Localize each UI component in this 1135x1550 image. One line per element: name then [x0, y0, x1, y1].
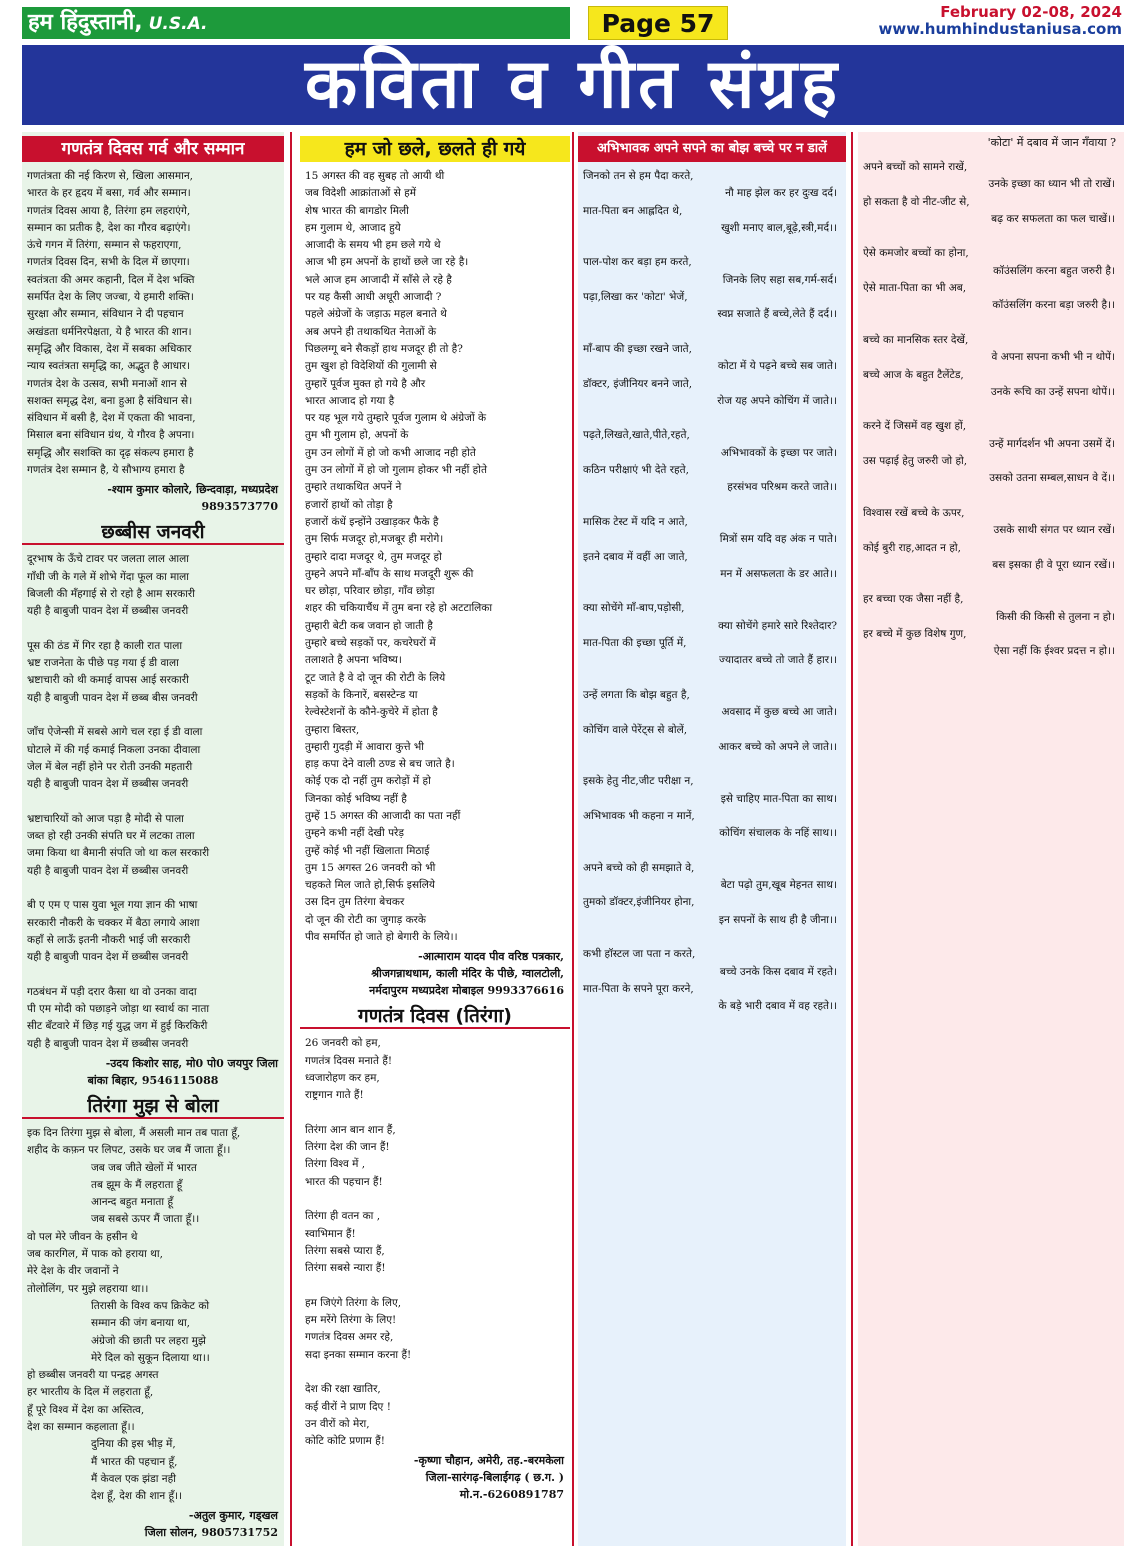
poem-line: हरसंभव परिश्रम करते जाते।। [727, 481, 837, 494]
poem-line: तिरंगा देश की जान हैं! [305, 1141, 390, 1154]
poem-line: सुरक्षा और सम्मान, संविधान ने दी पहचान [27, 308, 184, 321]
poem-line: यही है बाबुजी पावन देश में छब्बीस जनवरी [27, 864, 189, 877]
poem-line: देश का सम्मान कहलाता हूँ।। [27, 1421, 135, 1433]
poem-line: संविधान में बसी है, देश में एकता की भावना, [27, 412, 196, 425]
author-phone: मो.न.-6260891787 [459, 1488, 564, 1502]
poem-line: ध्वजारोहण कर हम, [305, 1071, 380, 1084]
stanza-gap [863, 488, 1119, 505]
poem-line: हजारों कंधें इन्होंने उखाड़कर फैके है [305, 515, 439, 528]
poem-line: ऊंचे गगन में तिरंगा, सम्मान से फहराएगा, [27, 239, 182, 252]
poem-line: चहकते मिल जाते हो,सिर्फ इसलिये [305, 879, 435, 892]
poem-line: मिसाल बना संविधान ग्रंथ, ये गौरव है अपना। [27, 429, 195, 442]
poem-line: भारत आजाद हो गया है [305, 394, 395, 407]
poem-line: देश हूँ, देश की शान हूँ।। [91, 1490, 183, 1503]
author-address: जिला-सारंगढ़-बिलाईगढ़ ( छ.ग. ) [425, 1471, 564, 1485]
poem-line: जाँच ऐजेन्सी में सबसे आगे चल रहा ई डी वाला [27, 726, 203, 739]
author-name: -श्याम कुमार कोलारे, छिन्दवाड़ा, मध्यप्रदेश [107, 483, 278, 497]
poem-line: दो जून की रोटी का जुगाड़ करके [305, 913, 426, 926]
poem-line: अंग्रेजो की छाती पर लहरा मुझे [91, 1334, 206, 1347]
poem-line: गणतंत्र दिवस मनाते हैं! [305, 1054, 393, 1067]
poem-line: सदा इनका सम्मान करना हैं! [305, 1348, 412, 1361]
poem-line: तुम्हारी बेटी कब जवान हो जाती है [305, 619, 433, 632]
poem-line: तिरंगा विश्व में , [305, 1158, 366, 1171]
poem-line: तिरंगा ही वतन का , [305, 1210, 381, 1223]
poem-line: बस इसका ही वे पूरा ध्यान रखें।। [992, 558, 1115, 571]
poem-line: हम गुलाम थे, आजाद हुये [305, 221, 401, 234]
poem-line: तुम उन लोगों में हो जो कभी आजाद नही होते [305, 446, 476, 459]
poem-line: तिरासी के विश्व कप क्रिकेट को [91, 1299, 210, 1312]
poem-line: जब कारगिल, में पाक को हराया था, [27, 1248, 163, 1261]
poem-line: दुनिया की इस भीड़ में, [91, 1438, 176, 1451]
author-name: -आत्माराम यादव पीव वरिष्ठ पत्रकार, [418, 950, 564, 964]
poem-line: मात-पिता के सपने पूरा करने, [583, 982, 694, 995]
poem-body [300, 1033, 570, 1452]
stanza-gap [27, 621, 279, 638]
poem-line: तुम सिर्फ मजदूर हो,मजबूर ही मरोगे। [305, 533, 444, 546]
poem-line: ऐसा नहीं कि ईश्वर प्रदत्त न हो।। [993, 645, 1115, 658]
poem-line: जब्त हो रही उनकी संपति घर में लटका ताला [27, 830, 195, 843]
poem-line: शहर की चकियाचैंध में तुम बना रहे हो अटटालिका [305, 602, 493, 615]
author-phone: 9893573770 [201, 500, 278, 514]
poem-line: पहले अंग्रेजों के जड़ाऊ महल बनाते थे [305, 308, 447, 321]
poem-line: स्वाभिमान हैं! [305, 1227, 356, 1240]
poem-line: तुम्हारा बिस्तर, [305, 723, 360, 736]
poem-line: इसके हेतु नीट,जीट परीक्षा न, [583, 775, 694, 788]
poem-line: पिछलग्गू बने सैकड़ों हाथ मजदूर ही तो है? [305, 342, 463, 355]
poem-line: बी ए एम ए पास युवा भूल गया ज्ञान की भाषा [27, 899, 198, 912]
masthead [22, 4, 1122, 40]
stanza-gap [305, 1278, 565, 1295]
poem-title: अभिभावक अपने सपने का बोझ बच्चे पर न डालें [578, 136, 846, 162]
poem-title: हम जो छले, छलते ही गये [300, 136, 570, 162]
poem-line: पढ़ते,लिखते,खाते,पीते,रहते, [583, 429, 690, 442]
column-2 [300, 132, 570, 1546]
poem-line: तुम्हें 15 अगस्त की आजादी का पता नहीं [305, 809, 461, 822]
stanza-gap [583, 497, 841, 514]
poem-line: तोलोलिंग, पर मुझे लहराया था।। [27, 1282, 149, 1295]
poem-line: इसे चाहिए मात-पिता का साथ। [720, 792, 837, 805]
poem-line: तब झूम के मैं लहराता हूँ [91, 1178, 183, 1191]
website-link[interactable]: www.humhindustaniusa.com [878, 20, 1122, 38]
poem-line: तिरंगा सबसे न्यारा हैं! [305, 1262, 386, 1275]
poem-line: अवसाद में कुछ बच्चे आ जाते। [721, 706, 837, 719]
poem-line: जिनका कोई भविष्य नहीं है [305, 792, 407, 805]
poem-line: पर यह भूल गये तुम्हारे पूर्वज गुलाम थे अंग्रेजों के [305, 412, 487, 425]
poem-line: न्याय स्वतंत्रता समृद्धि का, अद्भुत है आधार। [27, 360, 191, 373]
poem-line: हजारों हाथों को तोड़ा है [305, 498, 393, 511]
poem-line: भ्रष्ट राजनेता के पीछे पड़ गया ई डी वाला [27, 657, 179, 670]
poem-line: यही है बाबुजी पावन देश में छब्बीस जनवरी [27, 1037, 189, 1050]
stanza-gap [863, 401, 1119, 418]
issue-date: February 02-08, 2024 [940, 3, 1122, 21]
poem-line: उन्हें लगता कि बोझ बहुत है, [583, 688, 690, 701]
page-number: Page 57 [588, 6, 728, 40]
author-name: -अतुल कुमार, गड्खल [188, 1509, 278, 1523]
poem-line: बच्चे उनके किस दबाव में रहते। [719, 965, 837, 978]
poem-line: बच्चे आज के बहुत टैलेंटेड, [863, 368, 964, 381]
poem-line: तुम खुश हो विदेशियों की गुलामी से [305, 360, 437, 373]
poem-line: अपने बच्चों को सामने राखें, [863, 161, 968, 173]
poem-line: शेष भारत की बागडोर मिली [305, 204, 409, 217]
poem-line: जब सबसे ऊपर मैं जाता हूँ।। [91, 1213, 200, 1226]
column-1 [22, 132, 284, 1546]
poem-line: डॉक्टर, इंजीनियर बनने जाते, [583, 377, 693, 390]
publication-country: U.S.A. [148, 14, 208, 34]
poem-line: जेल में बेल नहीं होने पर रोती उनकी महतारी [27, 760, 193, 773]
poem-line: गणतंत्र दिवस दिन, सभी के दिल में छाएगा। [27, 256, 190, 269]
poem-line: गणतंत्र देश सम्मान है, ये सौभाग्य हमारा है [27, 464, 185, 477]
poem-line: कॉउंसलिंग करना बड़ा जरुरी है।। [992, 299, 1115, 312]
poem-line: आज भी हम अपनों के हाथों छले जा रहे है। [305, 256, 469, 269]
stanza-gap [583, 324, 841, 341]
poem-line: मात-पिता बन आह्लदित थे, [583, 204, 683, 217]
poem-line: कॉउंसलिंग करना बहुत जरुरी है। [993, 264, 1115, 277]
poem-line: रोज यह अपने कोचिंग में जाते।। [717, 394, 837, 407]
poem-line: तुम्हने कभी नहीं देखी परेड़ [305, 827, 404, 840]
stanza-gap [583, 843, 841, 860]
poem-line: आनन्द बहुत मनाता हूँ [91, 1196, 174, 1209]
poem-line: इतने दबाव में वहीं आ जाते, [583, 550, 688, 563]
stanza-gap [863, 315, 1119, 332]
poem-line: यही है बाबुजी पावन देश में छब्ब बीस जनवरी [27, 691, 198, 704]
poem-line: उस पढ़ाई हेतु जरुरी जो हो, [863, 455, 968, 468]
poem-line: कोई बुरी राह,आदत न हो, [863, 541, 961, 554]
stanza-gap [27, 966, 279, 983]
poem-line: हर बच्चा एक जैसा नहीं है, [863, 593, 964, 606]
poem-body [858, 157, 1124, 663]
stanza-gap [305, 1191, 565, 1208]
author-name: -उदय किशोर साह, मो0 पो0 जयपुर जिला [105, 1056, 278, 1070]
section-banner: कविता व गीत संग्रह [22, 45, 1124, 125]
poem-line: कोचिंग वाले पेरेंट्स से बोलें, [583, 723, 688, 736]
poem-line: अभिभावक भी कहना न मानें, [583, 809, 695, 822]
stanza-gap [27, 794, 279, 811]
poem-line: उस दिन तुम तिरंगा बेचकर [305, 896, 405, 909]
poem-line: तुम्हने अपने माँ-बाँप के साथ मजदूरी शुरू की [305, 567, 474, 580]
poem-line: खुशी मनाए बाल,बूढ़े,स्त्री,मर्द।। [721, 221, 837, 234]
poem-line: भ्रष्टाचारी को थी कमाई वापस आई सरकारी [27, 674, 189, 687]
poem-line: मैं केवल एक झंडा नही [91, 1472, 176, 1485]
poem-line: ज्यादातर बच्चे तो जाते हैं हार।। [718, 654, 837, 667]
poem-line: आजादी के समय भी हम छले गये थे [305, 239, 441, 252]
poem-line: अपने बच्चे को ही समझाते वे, [583, 861, 695, 874]
poem-line: मित्रों सम यदि वह अंक न पाते। [719, 533, 837, 546]
poem-line: तुम्हारी गुदड़ी में आवारा कुत्ते भी [305, 740, 424, 753]
poem-line: उसके साथी संगत पर ध्यान रखें। [993, 524, 1115, 537]
poem-line: कठिन परीक्षाएं भी देते रहते, [583, 464, 689, 477]
poem-line: गणतंत्र देश के उत्सव, सभी मनाओं शान से [27, 377, 187, 390]
poem-line: अभिभावकों के इच्छा पर जाते। [720, 446, 837, 459]
poem-title: तिरंगा मुझ से बोला [22, 1093, 284, 1119]
poem-line: देश की रक्षा खातिर, [305, 1383, 381, 1396]
poem-line: क्या सोचेंगे माँ-बाप,पड़ोसी, [583, 602, 685, 615]
poem-line: हाड़ कपा देने वाली ठण्ड से बच जाते है। [305, 758, 455, 771]
poem-line: स्वतंत्रता की अमर कहानी, दिल में देश भक्ति [27, 273, 195, 286]
poem-line: माँ-बाप की इच्छा रखने जाते, [583, 342, 693, 355]
poem-line: उसको उतना सम्बल,साधन वे दें।। [989, 472, 1115, 485]
poem-line: किसी की किसी से तुलना न हो। [996, 610, 1115, 623]
poem-line: पढ़ा,लिखा कर 'कोटा' भेजें, [583, 291, 688, 304]
stanza-gap [583, 929, 841, 946]
stanza-gap [27, 707, 279, 724]
author-phone: नर्मदापुरम मध्यप्रदेश मोबाइल 9993376616 [369, 984, 564, 998]
poem-line: 26 जनवरी को हम, [305, 1037, 381, 1050]
poem-line: कोचिंग संचालक के नहिं साथ।। [719, 827, 837, 840]
poem-title: गणतंत्र दिवस (तिरंगा) [300, 1003, 570, 1029]
poem-line: स्वप्न सजाते हैं बच्चे,लेते हैं दर्द।। [717, 308, 837, 321]
poem-line: क्या सोचेंगे हमारे सारे रिश्तेदार? [718, 619, 837, 632]
issue-info [878, 4, 1122, 38]
stanza-gap [583, 756, 841, 773]
poem-line: हो छब्बीस जनवरी या पन्द्रह अगस्त [27, 1369, 159, 1382]
column-4 [858, 132, 1124, 1546]
poem-line: गणतंत्र दिवस आया है, तिरंगा हम लहराएंगे, [27, 204, 191, 217]
poem-line: हो सकता है वो नीट-जीट से, [863, 195, 970, 208]
poem-body [578, 166, 846, 1018]
poem-line: यही है बाबुजी पावन देश में छब्बीस जनवरी [27, 951, 189, 964]
poem-line: हूँ पूरे विश्व में देश का अस्तित्व, [27, 1403, 145, 1416]
poem-line: टूट जाते है वे दो जून की रोटी के लिये [305, 671, 446, 684]
poem-line: बेटा पढ़ो तुम,खूब मेहनत साथ। [720, 879, 837, 892]
poem-line: नौ माह झेल कर हर दुःख दर्द। [725, 187, 837, 200]
poem-line: भले आज हम आजादी में साँसे ले रहे है [305, 273, 452, 286]
stanza-gap [863, 228, 1119, 245]
author-address: श्रीजगन्नाथधाम, काली मंदिर के पीछे, ग्वालटोली, [371, 967, 564, 981]
poem-line: तिरंगा आन बान शान हैं, [305, 1123, 396, 1136]
poem-line: सशक्त समृद्ध देश, बना हुआ है संविधान से। [27, 394, 193, 407]
poem-line: भ्रष्टाचारियों को आज पड़ा है मोदी से पाला [27, 812, 184, 825]
poem-line: मात-पिता की इच्छा पूर्ति में, [583, 637, 687, 650]
poem-line: बिजली की मँहगाई से रो रहो है आम सरकारी [27, 587, 195, 600]
poem-line: राष्ट्रगान गाते हैं! [305, 1089, 364, 1102]
stanza-gap [305, 1105, 565, 1122]
poem-line: वे अपना सपना कभी भी न थोपें। [991, 351, 1115, 364]
poem-line: तलाशते है अपना भविष्य। [305, 654, 402, 667]
poem-line: जमा किया था बैमानी संपति जो था कल सरकारी [27, 847, 210, 860]
continued-line: 'कोटा' में दबाव में जान गँवाया ? [987, 136, 1116, 149]
poem-line: 15 अगस्त की वह सुबह तो आयी थी [305, 170, 445, 182]
poem-line: कहाँ से लाऊँ इतनी नौकरी भाई जी सरकारी [27, 933, 191, 946]
poem-line: पाल-पोश कर बड़ा हम करते, [583, 256, 692, 269]
stanza-gap [305, 1364, 565, 1381]
poem-line: इन सपनों के साथ ही है जीना।। [718, 913, 837, 926]
poem-line: आकर बच्चे को अपने ले जाते।। [718, 740, 837, 753]
poem-line: पर यह कैसी आधी अधूरी आजादी ? [305, 291, 442, 304]
publication-title: हम हिंदुस्तानी, [28, 10, 143, 35]
poem-line: बच्चे का मानसिक स्तर देखें, [863, 333, 969, 346]
poem-line: करने दें जिसमें वह खुश हों, [863, 420, 967, 433]
poem-line: तुम्हारे तथाकथित अपनें ने [305, 481, 402, 494]
poem-line: पूस की ठंड में गिर रहा है काली रात पाला [27, 639, 183, 652]
poem-line: इक दिन तिरंगा मुझ से बोला, मैं असली मान तब पाता हूँ, [27, 1126, 241, 1139]
poem-line: ऐसे माता-पिता का भी अब, [863, 282, 967, 295]
poem-line: हम मरेंगे तिरंगा के लिए! [305, 1314, 397, 1327]
column-divider [572, 132, 574, 1546]
poem-line: तुम्हारे बच्चे सड़कों पर, कचरेघरों में [305, 637, 436, 650]
poem-line: मन में असफलता के डर आते।। [720, 567, 837, 580]
poem-line: अखंडता धर्मनिरपेक्षता, ये है भारत की शान। [27, 325, 192, 338]
poem-line: मेरे देश के वीर जवानों ने [27, 1265, 119, 1278]
author-name: -कृष्णा चौहान, अमेरी, तह.-बरमकेला [413, 1454, 564, 1468]
poem-line: गठबंधन में पड़ी दरार कैसा था वो उनका वादा [27, 985, 197, 998]
poem-line: मैं भारत की पहचान हूँ, [91, 1455, 178, 1468]
poem-line: गाँधी जी के गले में शोभे गेंदा फूल का माला [27, 570, 190, 583]
stanza-gap [583, 670, 841, 687]
poem-line: तुम भी गुलाम हो, अपनों के [305, 429, 409, 442]
poem-line: उनके रूचि का उन्हें सपना थोपें।। [990, 385, 1115, 398]
poem-line: सीट बँटवारे में छिड़ गई युद्ध जग में हुई किरकिरी [27, 1020, 208, 1033]
stanza-gap [583, 237, 841, 254]
poem-body [22, 166, 284, 481]
poem-line: कोटा में ये पढ़ने बच्चे सब जाते। [717, 360, 837, 373]
poem-line: वो पल मेरे जीवन के हसीन थे [27, 1230, 138, 1243]
poem-line: विश्वास रखें बच्चे के ऊपर, [863, 506, 965, 519]
poem-line: अब अपने ही तथाकथित नेताओं के [305, 325, 437, 338]
poem-line: तुम्हारें पूर्वज मुक्त हो गये है और [305, 377, 426, 390]
poem-title: गणतंत्र दिवस गर्व और सम्मान [22, 136, 284, 162]
poem-line: कोई एक दो नहीं तुम करोड़ों में हो [305, 775, 431, 788]
poem-line: समृद्धि और विकास, देश में सबका अधिकार [27, 342, 192, 355]
poem-body [22, 1123, 284, 1508]
poem-line: यही है बाबुजी पावन देश में छब्बीस जनवरी [27, 778, 189, 791]
poem-line: भारत के हर हृदय में बसा, गर्व और सम्मान। [27, 187, 191, 200]
poem-line: उन वीरों को मेरा, [305, 1417, 370, 1430]
stanza-gap [583, 583, 841, 600]
poem-line: जिनके लिए सहा सब,गर्म-सर्द। [722, 273, 837, 286]
poem-line: मासिक टेस्ट में यदि न आते, [583, 515, 688, 528]
poem-line: सम्मान की जंग बनाया था, [91, 1317, 191, 1330]
poem-line: पीव समर्पित हो जाते हो बेगारी के लिये।। [305, 931, 458, 944]
poem-line: तुम 15 अगस्त 26 जनवरी को भी [305, 861, 436, 874]
poem-line: तुम उन लोगों में हो जो गुलाम होकर भी नहीं होते [305, 464, 487, 477]
poem-line: कभी हॉस्टल जा पता न करते, [583, 948, 696, 961]
author-address: बांका बिहार, 9546115088 [87, 1073, 219, 1087]
poem-line: तुम्हें कोई भी नहीं खिलाता मिठाई [305, 844, 430, 857]
poem-line: जिनको तन से हम पैदा करते, [583, 170, 694, 182]
poem-line: कई वीरों ने प्राण दिए ! [305, 1400, 391, 1413]
poem-line: सरकारी नौकरी के चक्कर में बैठा लगाये आशा [27, 916, 200, 929]
poem-line: तिरंगा सबसे प्यारा हैं, [305, 1244, 385, 1257]
poem-line: हम जिएंगे तिरंगा के लिए, [305, 1296, 402, 1309]
poem-line: गणतंत्रता की नई किरण से, खिला आसमान, [27, 170, 194, 182]
author-address: जिला सोलन, 9805731752 [144, 1526, 278, 1540]
column-divider [851, 132, 853, 1546]
stanza-gap [27, 880, 279, 897]
poem-line: मेरे दिल को सुकून दिलाया था।। [91, 1351, 210, 1364]
poem-body [300, 166, 570, 948]
poem-line: समृद्धि और सशक्ति का दृढ़ संकल्प हमारा है [27, 446, 194, 459]
stanza-gap [863, 574, 1119, 591]
poem-line: भारत की पहचान हैं! [305, 1175, 383, 1188]
poem-line: उन्हें मार्गदर्शन भी अपना उसमें दें। [989, 437, 1115, 450]
poem-line: तुम्हारे दादा मजदूर थे, तुम मजदूर हो [305, 550, 442, 563]
poem-body [22, 549, 284, 1055]
poem-line: घोटाले में की गई कमाई निकला उनका दीवाला [27, 743, 201, 756]
stanza-gap [583, 410, 841, 427]
poem-line: ऐसे कमजोर बच्चों का होना, [863, 247, 969, 260]
poem-line: पी एम मोदी को पछाड़ने जोड़ा था स्वार्थ का नाता [27, 1003, 210, 1016]
poem-line: बढ़ कर सफलता का फल चाखें।। [991, 212, 1115, 225]
poem-line: शहीद के कफ़न पर लिपट, उसके घर जब मैं जाता हूँ।। [27, 1144, 231, 1157]
column-divider [290, 132, 292, 1546]
poem-line: रेल्वेस्टेशनों के कौने-कुचेरे में होता है [305, 706, 438, 719]
poem-line: दूरभाष के ऊँचे टावर पर जलता लाल आला [27, 553, 189, 566]
poem-line: हर बच्चे में कुछ विशेष गुण, [863, 628, 967, 641]
poem-line: घर छोड़ा, परिवार छोड़ा, गाँव छोड़ा [305, 585, 435, 598]
poem-line: समर्पित देश के लिए जज्बा, ये हमारी शक्ति। [27, 291, 194, 304]
poem-line: उनके इच्छा का ध्यान भी तो राखें। [988, 178, 1115, 191]
column-3 [578, 132, 846, 1546]
poem-line: जब विदेशी आक्रांताओं से हमें [305, 187, 417, 200]
poem-line: सम्मान का प्रतीक है, देश का गौरव बढ़ाएंगे। [27, 221, 191, 234]
poem-line: के बड़े भारी दबाव में वह रहते।। [718, 1000, 837, 1013]
poem-line: तुमको डॉक्टर,इंजीनियर होना, [583, 896, 695, 909]
poem-line: जब जब जीते खेलों में भारत [91, 1161, 197, 1174]
poem-title: छब्बीस जनवरी [22, 519, 284, 545]
poem-line: कोटि कोटि प्रणाम हैं! [305, 1435, 385, 1448]
publication-name [22, 7, 570, 39]
poem-line: गणतंत्र दिवस अमर रहे, [305, 1331, 394, 1344]
poem-line: सड़कों के किनारें, बसस्टेन्ड या [305, 688, 418, 701]
poem-line: यही है बाबुजी पावन देश में छब्बीस जनवरी [27, 605, 189, 618]
poem-line: हर भारतीय के दिल में लहराता हूँ, [27, 1386, 154, 1399]
